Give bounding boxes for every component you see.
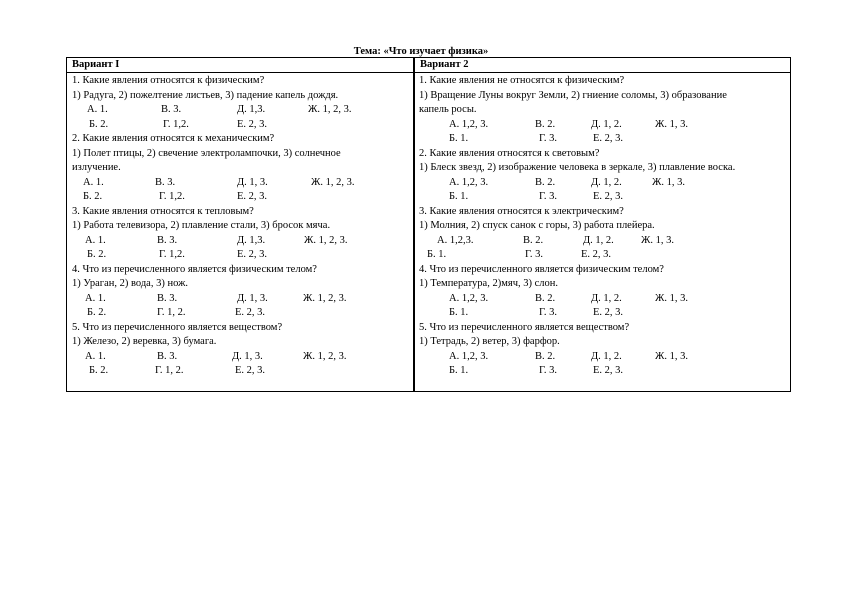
answer-option: Б. 1. [427,249,447,260]
answer-option: В. 2. [535,292,556,304]
answer-option: Е. 2, 3. [593,307,624,318]
header-divider [415,72,790,73]
answer-option: В. 3. [157,292,178,304]
answer-option: В. 2. [535,118,556,130]
question-text: 2. Какие явления относятся к механическим? [72,133,275,144]
answer-option: Ж. 1, 2, 3. [311,176,355,188]
answer-option: А. 1,2, 3. [449,350,489,362]
answer-option: А. 1. [85,292,106,304]
answer-option: Г. 1, 2. [155,365,184,376]
variant1-column [67,58,415,391]
answer-option: Д. 1, 2. [583,234,614,246]
answer-option: Б. 2. [87,249,107,260]
answer-option: В. 3. [157,350,178,362]
answer-option: Г. 3. [539,191,558,202]
question-items: излучение. [72,162,121,173]
answer-option: Б. 1. [449,365,469,376]
question-items: 1) Работа телевизора, 2) плавление стали, 3) бросок мяча. [72,220,331,231]
answer-option: А. 1. [83,176,104,188]
answer-option: В. 3. [161,104,182,115]
answer-option: В. 3. [157,234,178,246]
answer-option: Д. 1, 2. [591,292,622,304]
answer-option: Г. 1, 2. [157,307,186,318]
answer-option: Д. 1, 2. [591,350,622,362]
answer-option: Е. 2, 3. [581,249,612,260]
question-items: 1) Молния, 2) спуск санок с горы, 3) работа плейера. [419,220,655,231]
variant2-header: Вариант 2 [420,59,469,70]
question-text: 3. Какие явления относятся к тепловым? [72,205,254,217]
answer-option: Е. 2, 3. [593,191,624,202]
answer-option: Б. 1. [449,133,469,144]
answer-option: А. 1,2, 3. [449,292,489,304]
answer-option: Г. 3. [539,307,558,318]
answer-option: Ж. 1, 3. [655,118,689,130]
answer-option: Б. 1. [449,307,469,318]
variant2-column [415,58,790,391]
answer-option: А. 1. [87,104,108,115]
answer-option: В. 2. [535,350,556,362]
answer-option: Д. 1, 2. [591,118,622,130]
question-items: 1) Вращение Луны вокруг Земли, 2) гниение соломы, 3) образование [419,89,727,101]
answer-option: Ж. 1, 3. [652,176,686,188]
question-text: 4. Что из перечисленного является физическим телом? [72,263,317,275]
answer-option: Е. 2, 3. [237,191,268,202]
question-text: 2. Какие явления относятся к световым? [419,147,600,159]
answer-option: В. 3. [155,176,176,188]
answer-option: Б. 2. [83,191,103,202]
question-text: 1. Какие явления относятся к физическим? [72,75,265,86]
answer-option: Е. 2, 3. [235,365,266,376]
question-text: 3. Какие явления относятся к электрическим? [419,205,624,217]
answer-option: А. 1,2, 3. [449,118,489,130]
question-text: 5. Что из перечисленного является веществом? [72,321,283,333]
answer-option: Д. 1, 2. [591,176,622,188]
question-items: 1) Ураган, 2) вода, 3) нож. [72,278,188,289]
test-table [66,57,791,392]
answer-option: А. 1. [85,234,106,246]
answer-option: Ж. 1, 2, 3. [308,104,352,115]
answer-option: Ж. 1, 3. [655,292,689,304]
answer-option: Е. 2, 3. [237,118,268,130]
answer-option: Г. 1,2. [159,249,185,260]
answer-option: Г. 1,2. [163,118,189,130]
answer-option: Д. 1, 3. [237,176,268,188]
answer-option: Б. 2. [89,365,109,376]
answer-option: Е. 2, 3. [237,249,268,260]
answer-option: В. 2. [535,176,556,188]
question-items: 1) Железо, 2) веревка, 3) бумага. [72,336,217,347]
answer-option: А. 1. [85,350,106,362]
answer-option: Б. 1. [449,191,469,202]
answer-option: Ж. 1, 2, 3. [303,292,347,304]
question-items: 1) Радуга, 2) пожелтение листьев, 3) падение капель дождя. [72,89,339,101]
answer-option: Д. 1,3. [237,104,266,115]
page-title: Тема: «Что изучает физика» [353,46,489,57]
question-text: 1. Какие явления не относятся к физическим? [419,75,625,86]
answer-option: Д. 1, 3. [237,292,268,304]
answer-option: Ж. 1, 3. [641,234,675,246]
answer-option: Ж. 1, 3. [655,350,689,362]
answer-option: Г. 3. [525,249,544,260]
question-items: 1) Температура, 2)мяч, 3) слон. [419,278,558,289]
header-divider [67,72,413,73]
answer-option: А. 1,2, 3. [449,176,489,188]
question-text: 5. Что из перечисленного является веществом? [419,321,630,333]
answer-option: Д. 1, 3. [232,350,263,362]
answer-option: Г. 3. [539,365,558,376]
question-items: 1) Блеск звезд, 2) изображение человека в зеркале, 3) плавление воска. [419,162,736,173]
answer-option: Е. 2, 3. [593,365,624,376]
question-items: 1) Полет птицы, 2) свечение электролампочки, 3) солнечное [72,147,341,159]
answer-option: Г. 3. [539,133,558,144]
answer-option: В. 2. [523,234,544,246]
answer-option: Ж. 1, 2, 3. [303,350,347,362]
question-items: капель росы. [419,104,477,115]
question-text: 4. Что из перечисленного является физическим телом? [419,263,664,275]
answer-option: Д. 1,3. [237,234,266,246]
answer-option: Б. 2. [87,307,107,318]
answer-option: Е. 2, 3. [235,307,266,318]
question-items: 1) Тетрадь, 2) ветер, 3) фарфор. [419,336,560,347]
answer-option: А. 1,2,3. [437,234,474,246]
answer-option: Е. 2, 3. [593,133,624,144]
answer-option: Г. 1,2. [159,191,185,202]
answer-option: Б. 2. [89,118,109,130]
variant1-header: Вариант I [72,59,120,70]
answer-option: Ж. 1, 2, 3. [304,234,348,246]
